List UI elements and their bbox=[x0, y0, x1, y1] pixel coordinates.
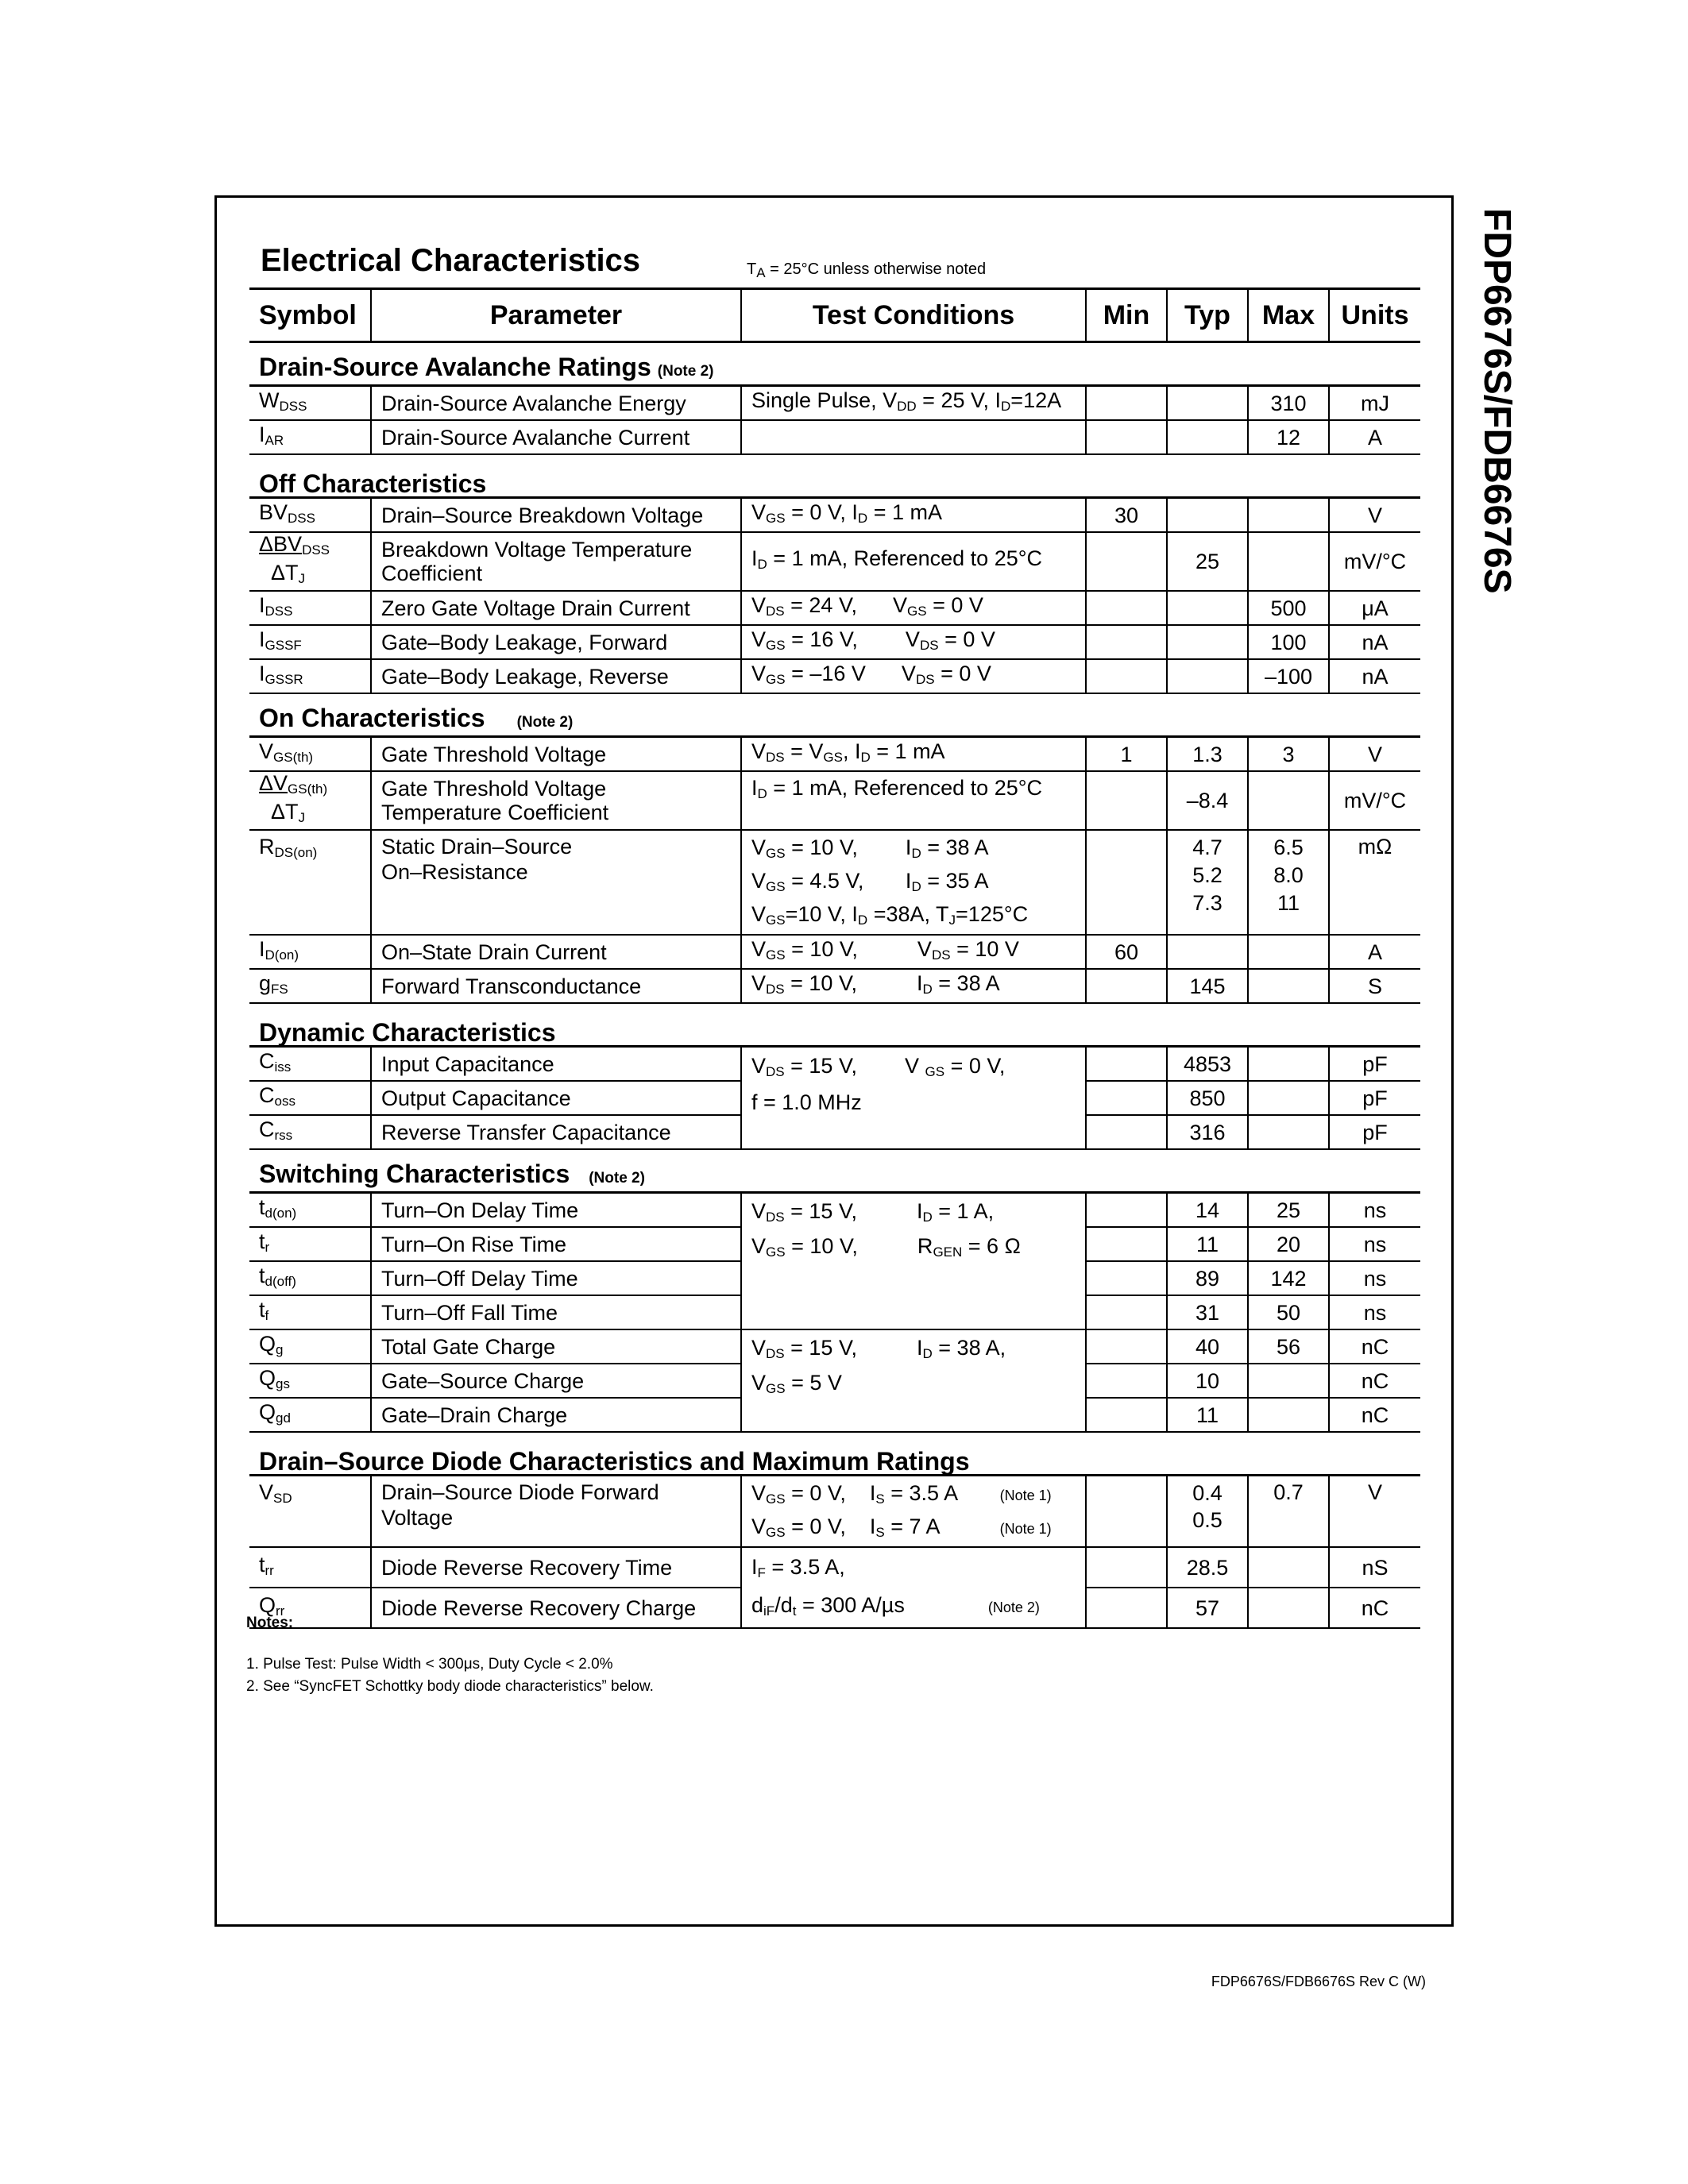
table-row bbox=[249, 386, 1420, 421]
unit: mV/°C bbox=[1329, 532, 1420, 591]
max bbox=[1248, 1081, 1329, 1115]
max bbox=[1248, 1115, 1329, 1149]
max: 20 bbox=[1248, 1227, 1329, 1261]
symbol: $Q_{gs}$ bbox=[249, 1364, 371, 1398]
symbol: $C_{rss}$ bbox=[249, 1115, 371, 1149]
min bbox=[1086, 969, 1167, 1003]
min bbox=[1086, 532, 1167, 591]
symbol: $Q_{rr}$ bbox=[249, 1588, 371, 1628]
max bbox=[1248, 532, 1329, 591]
typ bbox=[1167, 420, 1248, 454]
min bbox=[1086, 1588, 1167, 1628]
typ bbox=[1167, 659, 1248, 693]
typ: 145 bbox=[1167, 969, 1248, 1003]
typ: 316 bbox=[1167, 1115, 1248, 1149]
min bbox=[1086, 1193, 1167, 1228]
parameter: Gate–Body Leakage, Reverse bbox=[371, 659, 741, 693]
notes-heading: Notes: bbox=[246, 1615, 294, 1631]
min bbox=[1086, 420, 1167, 454]
symbol: $I_{AR}$ bbox=[249, 420, 371, 454]
col-units: Units bbox=[1329, 289, 1420, 342]
symbol: $\Delta V_{GS(th)}$ $\Delta T_J$ bbox=[249, 771, 371, 830]
col-min: Min bbox=[1086, 289, 1167, 342]
section-switching: Switching Characteristics (Note 2) bbox=[249, 1149, 1420, 1193]
max: 100 bbox=[1248, 625, 1329, 659]
symbol: $t_r$ bbox=[249, 1227, 371, 1261]
min: 1 bbox=[1086, 737, 1167, 772]
typ: 11 bbox=[1167, 1227, 1248, 1261]
table-row bbox=[249, 969, 1420, 1003]
typ: 0.4 0.5 bbox=[1167, 1476, 1248, 1548]
parameter: Turn–Off Fall Time bbox=[371, 1295, 741, 1329]
unit: V bbox=[1329, 737, 1420, 772]
test-conditions: $V_{GS} = 16$ V, $V_{DS} = 0$ V bbox=[741, 625, 1086, 659]
min bbox=[1086, 591, 1167, 625]
min bbox=[1086, 659, 1167, 693]
test-conditions: $V_{DS} = 15$ V, $I_D = 1$ A, $V_{GS} = 10$ V, $R_{GEN} = 6$ Ω bbox=[741, 1193, 1086, 1330]
typ bbox=[1167, 386, 1248, 421]
table-row bbox=[249, 771, 1420, 830]
col-test-conditions: Test Conditions bbox=[741, 289, 1086, 342]
symbol: $I_{D(on)}$ bbox=[249, 935, 371, 969]
max: 310 bbox=[1248, 386, 1329, 421]
unit: ns bbox=[1329, 1295, 1420, 1329]
test-conditions: $I_F = 3.5$ A, $d_{iF}/d_t = 300$ A/µs (Note 2) bbox=[741, 1547, 1086, 1628]
max: 56 bbox=[1248, 1329, 1329, 1364]
typ: 40 bbox=[1167, 1329, 1248, 1364]
test-conditions: $I_D = 1$ mA, Referenced to 25°C bbox=[741, 532, 1086, 591]
typ: 28.5 bbox=[1167, 1547, 1248, 1588]
parameter: Total Gate Charge bbox=[371, 1329, 741, 1364]
test-conditions: $V_{DS} = V_{GS}$, $I_D = 1$ mA bbox=[741, 737, 1086, 772]
notes bbox=[246, 1612, 654, 1698]
max bbox=[1248, 1588, 1329, 1628]
parameter: Turn–On Rise Time bbox=[371, 1227, 741, 1261]
min bbox=[1086, 1476, 1167, 1548]
symbol: $g_{FS}$ bbox=[249, 969, 371, 1003]
unit: nS bbox=[1329, 1547, 1420, 1588]
unit: nA bbox=[1329, 659, 1420, 693]
min bbox=[1086, 1364, 1167, 1398]
unit: pF bbox=[1329, 1081, 1420, 1115]
table-row bbox=[249, 1047, 1420, 1082]
table-row bbox=[249, 625, 1420, 659]
parameter: Input Capacitance bbox=[371, 1047, 741, 1082]
max: –100 bbox=[1248, 659, 1329, 693]
min bbox=[1086, 1115, 1167, 1149]
unit: mV/°C bbox=[1329, 771, 1420, 830]
max: 3 bbox=[1248, 737, 1329, 772]
unit: A bbox=[1329, 420, 1420, 454]
test-conditions bbox=[741, 420, 1086, 454]
page-title: Electrical Characteristics bbox=[261, 243, 641, 278]
parameter: Static Drain–Source On–Resistance bbox=[371, 830, 741, 935]
parameter: Gate–Body Leakage, Forward bbox=[371, 625, 741, 659]
max bbox=[1248, 969, 1329, 1003]
symbol: $\Delta BV_{DSS}$ $\Delta T_J$ bbox=[249, 532, 371, 591]
typ bbox=[1167, 498, 1248, 533]
section-dynamic: Dynamic Characteristics bbox=[249, 1003, 1420, 1047]
table-row bbox=[249, 737, 1420, 772]
unit: A bbox=[1329, 935, 1420, 969]
typ: 11 bbox=[1167, 1398, 1248, 1432]
parameter: Drain-Source Avalanche Current bbox=[371, 420, 741, 454]
typ: 4853 bbox=[1167, 1047, 1248, 1082]
parameter: Gate Threshold Voltage bbox=[371, 737, 741, 772]
table-row bbox=[249, 1547, 1420, 1588]
typ bbox=[1167, 935, 1248, 969]
test-conditions: $V_{DS} = 15$ V, $I_D = 38$ A, $V_{GS} = 5$ V bbox=[741, 1329, 1086, 1432]
unit: nC bbox=[1329, 1398, 1420, 1432]
min: 60 bbox=[1086, 935, 1167, 969]
typ: 89 bbox=[1167, 1261, 1248, 1295]
symbol: $BV_{DSS}$ bbox=[249, 498, 371, 533]
typ: 850 bbox=[1167, 1081, 1248, 1115]
unit: mJ bbox=[1329, 386, 1420, 421]
min bbox=[1086, 1329, 1167, 1364]
test-conditions: $V_{GS} = 10$ V, $V_{DS} = 10$ V bbox=[741, 935, 1086, 969]
typ bbox=[1167, 625, 1248, 659]
unit: μA bbox=[1329, 591, 1420, 625]
electrical-characteristics-table bbox=[249, 287, 1420, 1629]
unit: V bbox=[1329, 498, 1420, 533]
test-conditions: $V_{GS} = 10$ V, $I_D = 38$ A $V_{GS} = 4.5$ V, $I_D = 35$ A $V_{GS}=10$ V, $I_D =38A$, $T_J=125^\circ C$ bbox=[741, 830, 1086, 935]
col-parameter: Parameter bbox=[371, 289, 741, 342]
typ: 14 bbox=[1167, 1193, 1248, 1228]
section-on: On Characteristics (Note 2) bbox=[249, 693, 1420, 737]
parameter: Drain–Source Breakdown Voltage bbox=[371, 498, 741, 533]
typ bbox=[1167, 591, 1248, 625]
unit: ns bbox=[1329, 1227, 1420, 1261]
parameter: Gate–Source Charge bbox=[371, 1364, 741, 1398]
col-symbol: Symbol bbox=[249, 289, 371, 342]
footer-revision: FDP6676S/FDB6676S Rev C (W) bbox=[1211, 1974, 1426, 1989]
unit: mΩ bbox=[1329, 830, 1420, 935]
max: 12 bbox=[1248, 420, 1329, 454]
max bbox=[1248, 1047, 1329, 1082]
max: 142 bbox=[1248, 1261, 1329, 1295]
min bbox=[1086, 771, 1167, 830]
section-avalanche: Drain-Source Avalanche Ratings (Note 2) bbox=[249, 342, 1420, 386]
min bbox=[1086, 1398, 1167, 1432]
table-header-row bbox=[249, 289, 1420, 342]
col-typ: Typ bbox=[1167, 289, 1248, 342]
min bbox=[1086, 830, 1167, 935]
table-row bbox=[249, 1329, 1420, 1364]
symbol: $R_{DS(on)}$ bbox=[249, 830, 371, 935]
typ: 57 bbox=[1167, 1588, 1248, 1628]
min bbox=[1086, 1227, 1167, 1261]
table-row bbox=[249, 1193, 1420, 1228]
test-conditions: $V_{DS} = 15$ V, V $_{GS}$ = 0 V, f = 1.0 MHz bbox=[741, 1047, 1086, 1150]
conditions-note: $T_A = 25^\circ C$ unless otherwise noted bbox=[747, 260, 987, 280]
symbol: $Q_{gd}$ bbox=[249, 1398, 371, 1432]
parameter: Diode Reverse Recovery Charge bbox=[371, 1588, 741, 1628]
symbol: $I_{GSSR}$ bbox=[249, 659, 371, 693]
unit: nC bbox=[1329, 1588, 1420, 1628]
note-item: 1. Pulse Test: Pulse Width < 300μs, Duty Cycle < 2.0% bbox=[246, 1656, 613, 1673]
col-max: Max bbox=[1248, 289, 1329, 342]
parameter: Drain-Source Avalanche Energy bbox=[371, 386, 741, 421]
symbol: $V_{GS(th)}$ bbox=[249, 737, 371, 772]
parameter: Turn–On Delay Time bbox=[371, 1193, 741, 1228]
symbol: $t_{rr}$ bbox=[249, 1547, 371, 1588]
table-row bbox=[249, 420, 1420, 454]
min bbox=[1086, 625, 1167, 659]
parameter: Breakdown Voltage Temperature Coefficient bbox=[371, 532, 741, 591]
table-row bbox=[249, 935, 1420, 969]
unit: nA bbox=[1329, 625, 1420, 659]
max: 500 bbox=[1248, 591, 1329, 625]
parameter: Reverse Transfer Capacitance bbox=[371, 1115, 741, 1149]
parameter: Zero Gate Voltage Drain Current bbox=[371, 591, 741, 625]
symbol: $V_{SD}$ bbox=[249, 1476, 371, 1548]
max bbox=[1248, 1547, 1329, 1588]
max: 50 bbox=[1248, 1295, 1329, 1329]
unit: nC bbox=[1329, 1329, 1420, 1364]
max bbox=[1248, 935, 1329, 969]
symbol: $I_{GSSF}$ bbox=[249, 625, 371, 659]
section-diode: Drain–Source Diode Characteristics and Maximum Ratings bbox=[249, 1432, 1420, 1476]
test-conditions: $V_{GS} = 0$ V, $I_D = 1$ mA bbox=[741, 498, 1086, 533]
typ: 31 bbox=[1167, 1295, 1248, 1329]
min bbox=[1086, 1081, 1167, 1115]
table-row bbox=[249, 498, 1420, 533]
parameter: On–State Drain Current bbox=[371, 935, 741, 969]
typ: 10 bbox=[1167, 1364, 1248, 1398]
side-part-number: FDP6676S/FDB6676S bbox=[1476, 208, 1518, 594]
typ: 1.3 bbox=[1167, 737, 1248, 772]
max: 0.7 bbox=[1248, 1476, 1329, 1548]
parameter: Turn–Off Delay Time bbox=[371, 1261, 741, 1295]
unit: V bbox=[1329, 1476, 1420, 1548]
test-conditions: $V_{GS} = -16$ V $V_{DS} = 0$ V bbox=[741, 659, 1086, 693]
typ: 25 bbox=[1167, 532, 1248, 591]
parameter: Forward Transconductance bbox=[371, 969, 741, 1003]
table-row bbox=[249, 591, 1420, 625]
table-row bbox=[249, 659, 1420, 693]
parameter: Output Capacitance bbox=[371, 1081, 741, 1115]
symbol: $W_{DSS}$ bbox=[249, 386, 371, 421]
min bbox=[1086, 1261, 1167, 1295]
parameter: Drain–Source Diode Forward Voltage bbox=[371, 1476, 741, 1548]
table-row bbox=[249, 830, 1420, 935]
min bbox=[1086, 386, 1167, 421]
symbol: $t_{d(off)}$ bbox=[249, 1261, 371, 1295]
max: 6.5 8.0 11 bbox=[1248, 830, 1329, 935]
parameter: Gate Threshold Voltage Temperature Coefficient bbox=[371, 771, 741, 830]
max bbox=[1248, 498, 1329, 533]
test-conditions: $I_D = 1$ mA, Referenced to 25°C bbox=[741, 771, 1086, 830]
test-conditions: $V_{DS} = 10$ V, $I_D = 38$ A bbox=[741, 969, 1086, 1003]
unit: S bbox=[1329, 969, 1420, 1003]
test-conditions: Single Pulse, $V_{DD} = 25$ V, $I_D=12A$ bbox=[741, 386, 1086, 421]
parameter: Diode Reverse Recovery Time bbox=[371, 1547, 741, 1588]
max bbox=[1248, 1398, 1329, 1432]
table-row bbox=[249, 532, 1420, 591]
symbol: $I_{DSS}$ bbox=[249, 591, 371, 625]
symbol: $t_{d(on)}$ bbox=[249, 1193, 371, 1228]
unit: ns bbox=[1329, 1193, 1420, 1228]
min: 30 bbox=[1086, 498, 1167, 533]
typ: –8.4 bbox=[1167, 771, 1248, 830]
max bbox=[1248, 771, 1329, 830]
symbol: $Q_g$ bbox=[249, 1329, 371, 1364]
table-row bbox=[249, 1476, 1420, 1548]
parameter: Gate–Drain Charge bbox=[371, 1398, 741, 1432]
max bbox=[1248, 1364, 1329, 1398]
min bbox=[1086, 1047, 1167, 1082]
min bbox=[1086, 1547, 1167, 1588]
test-conditions: $V_{DS} = 24$ V, $V_{GS} = 0$ V bbox=[741, 591, 1086, 625]
min bbox=[1086, 1295, 1167, 1329]
symbol: $C_{oss}$ bbox=[249, 1081, 371, 1115]
unit: nC bbox=[1329, 1364, 1420, 1398]
max: 25 bbox=[1248, 1193, 1329, 1228]
test-conditions: $V_{GS} = 0$ V, $I_S = 3.5$ A (Note 1) $V_{GS} = 0$ V, $I_S = 7$ A (Note 1) bbox=[741, 1476, 1086, 1548]
unit: pF bbox=[1329, 1115, 1420, 1149]
typ: 4.7 5.2 7.3 bbox=[1167, 830, 1248, 935]
section-off: Off Characteristics bbox=[249, 454, 1420, 498]
note-item: 2. See “SyncFET Schottky body diode characteristics” below. bbox=[246, 1678, 654, 1695]
symbol: $t_f$ bbox=[249, 1295, 371, 1329]
unit: pF bbox=[1329, 1047, 1420, 1082]
symbol: $C_{iss}$ bbox=[249, 1047, 371, 1082]
unit: ns bbox=[1329, 1261, 1420, 1295]
